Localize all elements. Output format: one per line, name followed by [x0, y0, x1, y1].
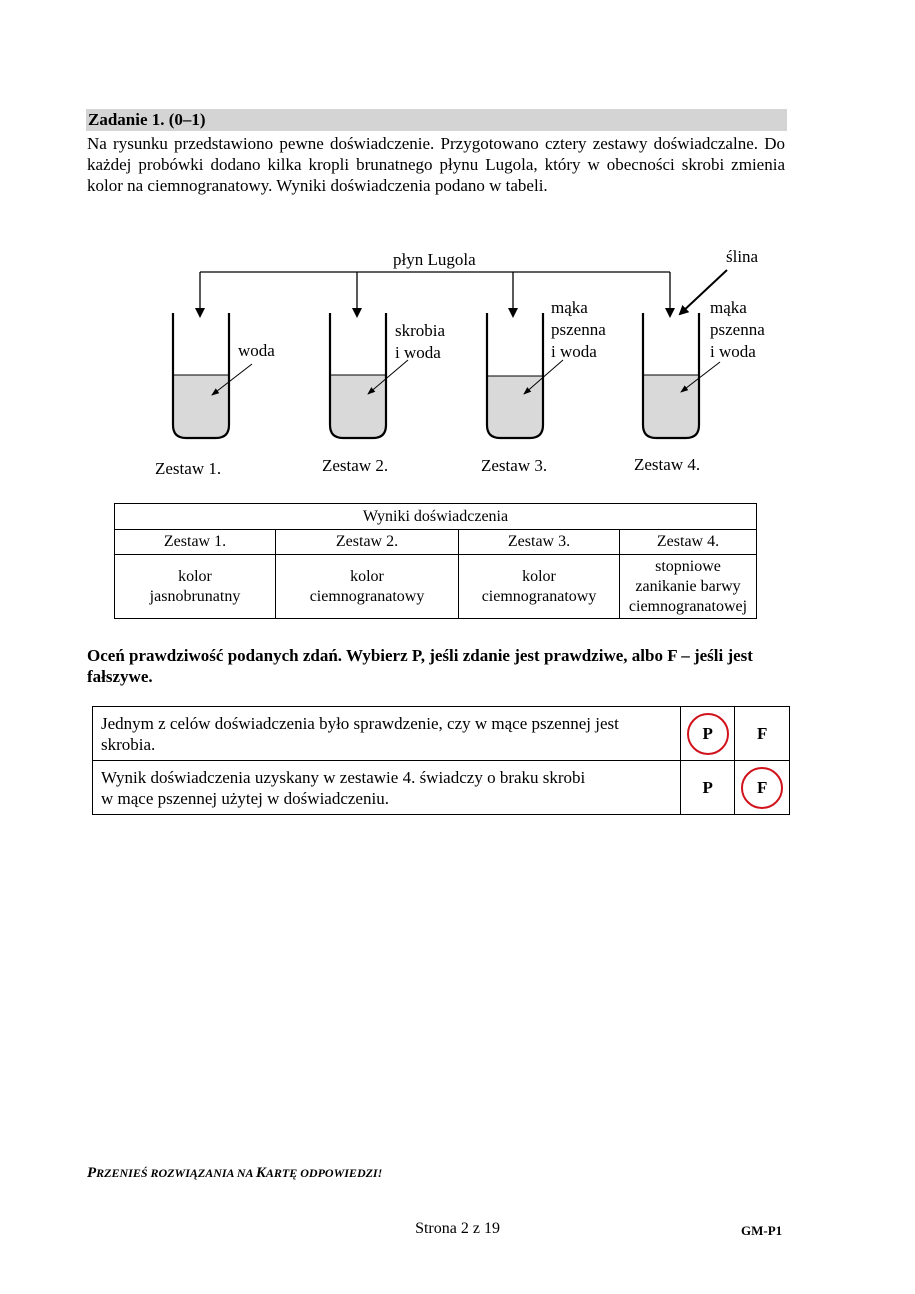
statement-2-text: [93, 761, 681, 815]
tube-4-contents-line-3: i woda: [710, 342, 756, 361]
option-p-label: P: [702, 778, 713, 797]
transfer-answers-note: PRZENIEŚ ROZWIĄZANIA NA KARTĘ ODPOWIEDZI!: [87, 1165, 383, 1181]
results-cell-2-line-1: kolor: [350, 567, 384, 585]
results-cell-3-line-1: kolor: [522, 567, 556, 585]
tube-2-contents-line-1: skrobia: [395, 321, 446, 340]
results-cell-2: [276, 555, 459, 619]
results-cell-4-line-3: ciemnogranatowej: [628, 597, 748, 615]
results-table: [114, 503, 757, 619]
test-tube-1: [155, 313, 275, 478]
option-p-label: P: [702, 724, 713, 743]
exam-code: GM-P1: [741, 1223, 783, 1238]
statement-row-2: [93, 761, 790, 815]
saliva-label: ślina: [726, 247, 759, 266]
tube-2-contents-line-2: i woda: [395, 343, 441, 362]
tube-4-contents-line-2: pszenna: [710, 320, 765, 339]
tube-1-contents: woda: [238, 341, 275, 360]
results-cell-1: [115, 555, 276, 619]
instruction-text: Oceń prawdziwość podanych zdań. Wybierz P, jeśli zdanie jest prawdziwe, albo F – jeśli jest fałszywe.: [87, 646, 753, 686]
experiment-diagram: [0, 0, 915, 500]
task-intro: Na rysunku przedstawiono pewne doświadczenie. Przygotowano cztery zestawy doświadczalne. Do każdej probówki dodano kilka kropli brunatnego płynu Lugola, który w obecności skrobi zmienia kolor na ciemnogranatowy. Wyniki doświadczenia podano w tabeli.: [87, 134, 785, 195]
test-tube-2: [322, 313, 446, 475]
results-header-4: Zestaw 4.: [620, 530, 757, 555]
results-cell-3: [459, 555, 620, 619]
statement-1-line-1: Jednym z celów doświadczenia było sprawdzenie, czy w mące pszennej jest: [101, 713, 619, 733]
results-cell-4-line-2: zanikanie barwy: [635, 577, 741, 595]
task-title: Zadanie 1. (0–1): [86, 109, 787, 131]
statement-2-line-1: Wynik doświadczenia uzyskany w zestawie 4. świadczy o braku skrobi: [101, 767, 586, 787]
statement-1-option-f[interactable]: [735, 707, 790, 761]
results-cell-2-line-2: ciemnogranatowy: [309, 587, 425, 605]
reagent-label: płyn Lugola: [393, 250, 476, 269]
page-number: Strona 2 z 19: [415, 1220, 500, 1237]
statement-1-line-2: skrobia.: [101, 734, 156, 754]
option-f-label: F: [757, 778, 768, 797]
statement-1-text: [93, 707, 681, 761]
tube-4-set-label: Zestaw 4.: [634, 455, 701, 474]
results-header-2: Zestaw 2.: [276, 530, 459, 555]
statement-2-option-f[interactable]: [735, 761, 790, 815]
tube-3-contents-line-1: mąka: [551, 298, 588, 317]
results-cell-3-line-2: ciemnogranatowy: [481, 587, 597, 605]
statement-row-1: [93, 707, 790, 761]
results-header-3: Zestaw 3.: [459, 530, 620, 555]
results-header-1: Zestaw 1.: [115, 530, 276, 555]
test-tube-4: [634, 298, 765, 474]
lugol-distribution-line: [200, 272, 670, 316]
test-tube-3: [481, 298, 606, 475]
statement-1-option-p[interactable]: [680, 707, 735, 761]
results-cell-1-line-2: jasnobrunatny: [149, 587, 241, 605]
tube-3-contents-line-3: i woda: [551, 342, 597, 361]
tube-3-set-label: Zestaw 3.: [481, 456, 548, 475]
tube-3-contents-line-2: pszenna: [551, 320, 606, 339]
statement-2-option-p[interactable]: [680, 761, 735, 815]
results-cell-1-line-1: kolor: [178, 567, 212, 585]
tube-2-set-label: Zestaw 2.: [322, 456, 389, 475]
tube-4-contents-line-1: mąka: [710, 298, 747, 317]
results-cell-4-line-1: stopniowe: [655, 557, 721, 575]
tube-1-set-label: Zestaw 1.: [155, 459, 222, 478]
option-f-label: F: [757, 724, 768, 743]
results-cell-4: [620, 555, 757, 619]
statement-2-line-2: w mące pszennej użytej w doświadczeniu.: [101, 788, 389, 808]
true-false-table: [92, 706, 790, 815]
results-table-caption: Wyniki doświadczenia: [115, 504, 757, 530]
